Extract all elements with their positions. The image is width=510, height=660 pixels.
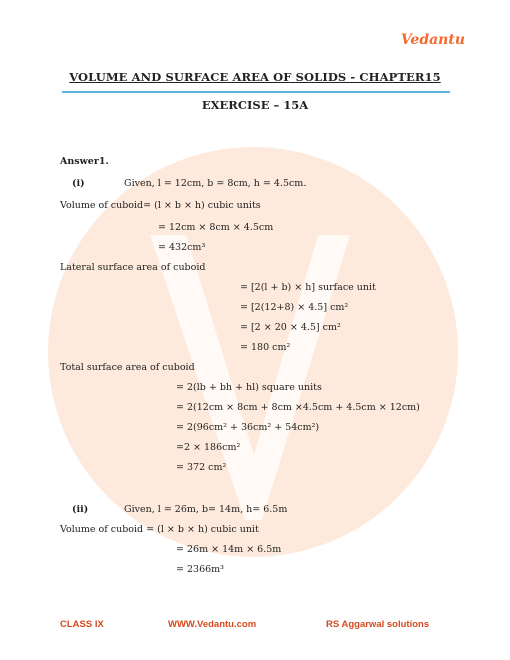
lsa-step-1: = [2(l + b) × h] surface unit <box>240 282 376 293</box>
part-ii-volume-step: = 26m × 14m × 6.5m <box>176 544 282 555</box>
part-i-volume-heading: Volume of cuboid= (l × b × h) cubic units <box>60 200 261 211</box>
part-i-volume-step: = 12cm × 8cm × 4.5cm <box>158 222 274 233</box>
tsa-step-1: = 2(lb + bh + hl) square units <box>176 382 322 393</box>
part-i-given: Given, l = 12cm, b = 8cm, h = 4.5cm. <box>124 178 307 189</box>
lsa-step-2: = [2(12+8) × 4.5] cm² <box>240 302 349 313</box>
footer-class-label: CLASS IX <box>60 619 104 630</box>
part-ii-volume-heading: Volume of cuboid = (l × b × h) cubic unit <box>60 524 259 535</box>
lsa-heading: Lateral surface area of cuboid <box>60 262 206 273</box>
page-title: VOLUME AND SURFACE AREA OF SOLIDS - CHAPTER15 <box>69 70 441 84</box>
lsa-step-3: = [2 × 20 × 4.5] cm² <box>240 322 341 333</box>
vedantu-logo: Vedantu <box>400 32 465 48</box>
tsa-step-3: = 2(96cm² + 36cm² + 54cm²) <box>176 422 320 433</box>
part-i-volume-result: = 432cm³ <box>158 242 206 253</box>
part-i-label: (i) <box>72 178 85 189</box>
tsa-step-2: = 2(12cm × 8cm + 8cm ×4.5cm + 4.5cm × 12cm) <box>176 402 420 413</box>
lsa-result: = 180 cm² <box>240 342 291 353</box>
exercise-heading: EXERCISE – 15A <box>201 98 309 112</box>
tsa-result: = 372 cm² <box>176 462 227 473</box>
part-ii-label: (ii) <box>72 504 89 515</box>
tsa-heading: Total surface area of cuboid <box>60 362 195 373</box>
title-divider <box>62 91 450 93</box>
footer-solutions-label: RS Aggarwal solutions <box>326 619 430 630</box>
part-ii-volume-result: = 2366m³ <box>176 564 224 575</box>
tsa-step-4: =2 × 186cm² <box>176 442 241 453</box>
part-ii-given: Given, l = 26m, b= 14m, h= 6.5m <box>124 504 288 515</box>
answer-heading: Answer1. <box>60 156 109 167</box>
footer-website-link[interactable]: WWW.Vedantu.com <box>168 619 257 630</box>
